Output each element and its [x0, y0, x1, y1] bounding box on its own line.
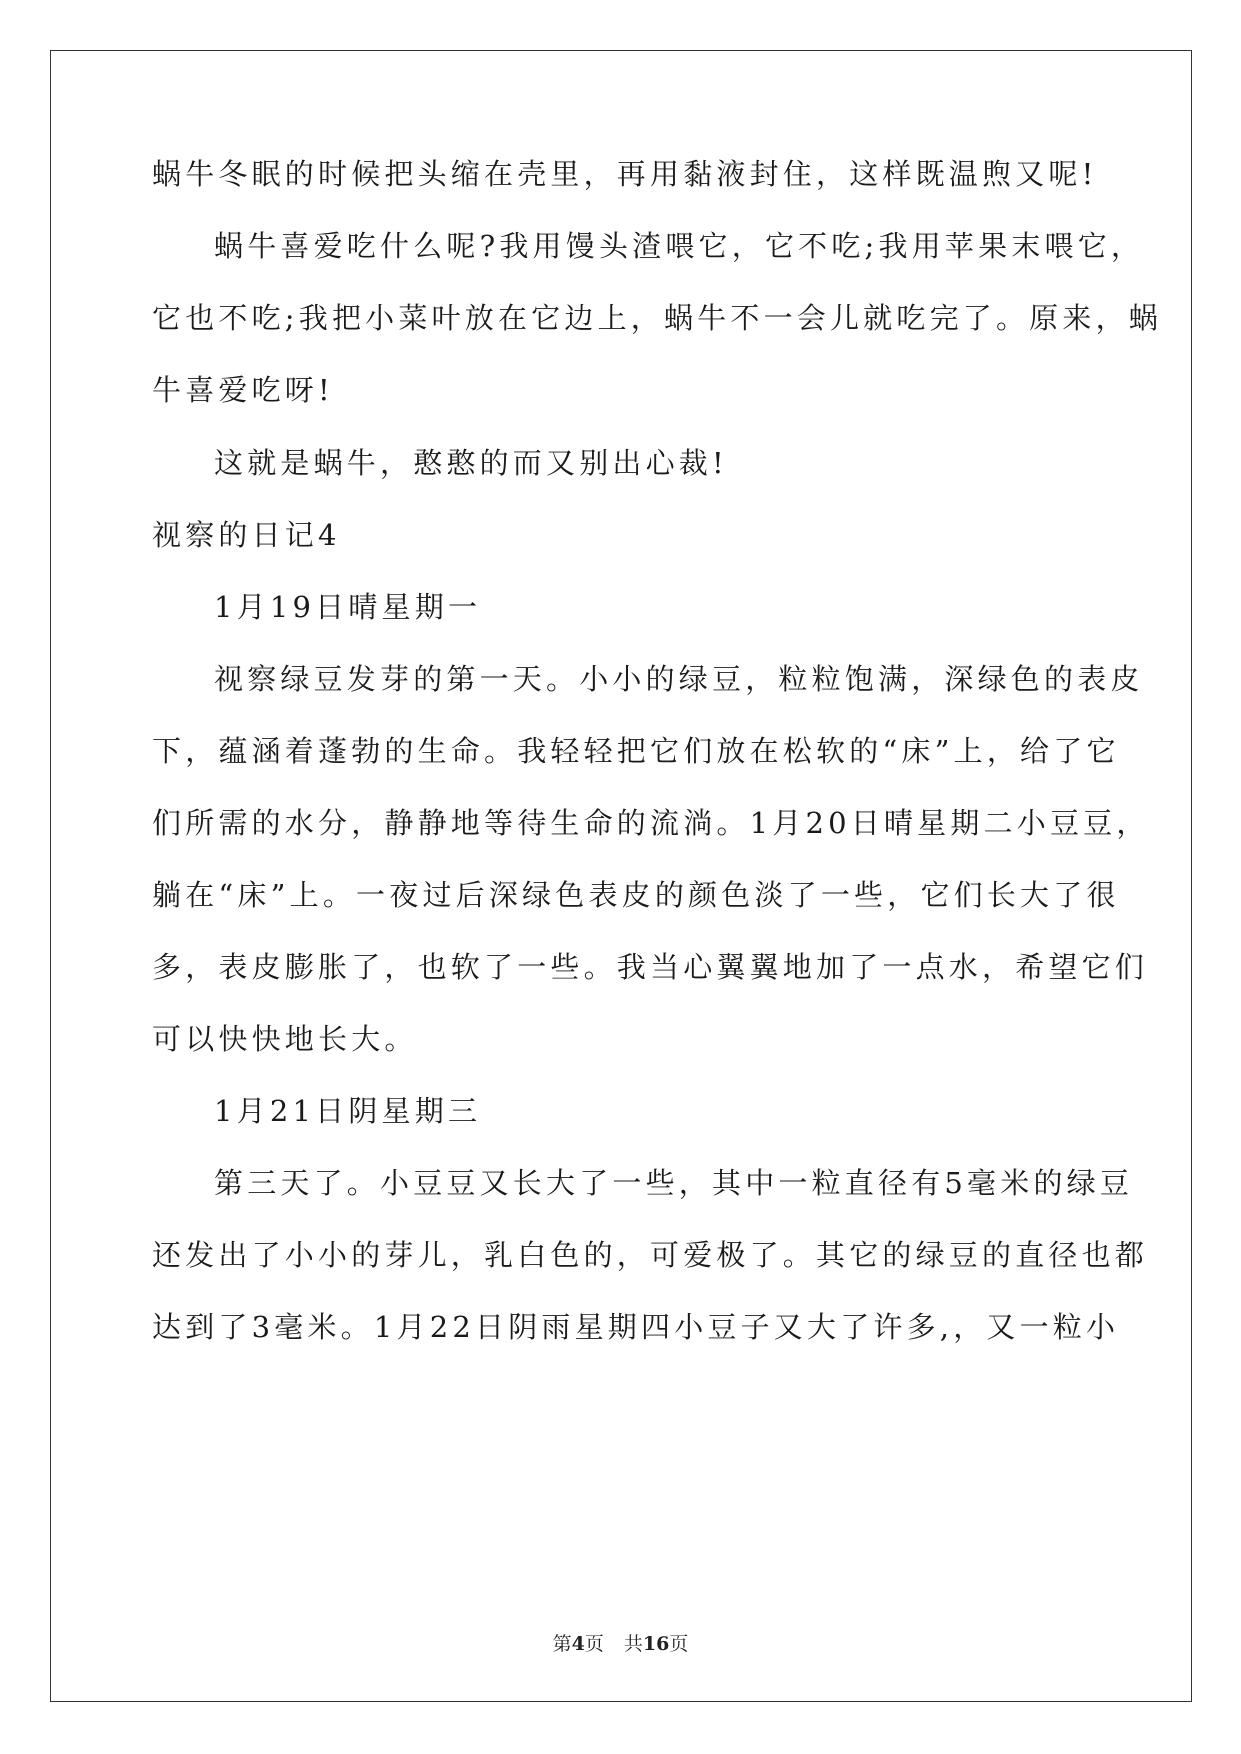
page-unit: 页 [584, 1633, 604, 1655]
diary-date: 1月21日阴星期三 [214, 1094, 482, 1128]
text-line: 它也不吃;我把小菜叶放在它边上，蜗牛不一会儿就吃完了。原来，蜗 [152, 301, 1162, 335]
text-line: 蜗牛冬眠的时候把头缩在壳里，再用黏液封住，这样既温煦又呢! [152, 157, 1098, 191]
text-line: 可以快快地长大。 [152, 1022, 418, 1056]
page-border [50, 50, 1192, 1702]
page-footer [0, 1635, 1241, 1654]
page-total: 16 [642, 1633, 670, 1655]
total-prefix: 共 [623, 1633, 643, 1655]
page-prefix: 第 [552, 1633, 572, 1655]
text-line: 蜗牛喜爱吃什么呢?我用馒头渣喂它，它不吃;我用苹果末喂它， [214, 229, 1145, 263]
text-line: 视察绿豆发芽的第一天。小小的绿豆，粒粒饱满，深绿色的表皮 [214, 662, 1144, 696]
text-line: 牛喜爱吃呀! [152, 373, 334, 407]
text-line: 第三天了。小豆豆又长大了一些，其中一粒直径有5毫米的绿豆 [214, 1166, 1134, 1200]
text-line: 下，蕴涵着蓬勃的生命。我轻轻把它们放在松软的“床”上，给了它 [152, 734, 1120, 768]
text-line: 还发出了小小的芽儿，乳白色的，可爱极了。其它的绿豆的直径也都 [152, 1238, 1149, 1272]
text-line: 多，表皮膨胀了，也软了一些。我当心翼翼地加了一点水，希望它们 [152, 950, 1149, 984]
text-line: 躺在“床”上。一夜过后深绿色表皮的颜色淡了一些，它们长大了很 [152, 878, 1120, 912]
total-unit: 页 [669, 1633, 689, 1655]
text-line: 们所需的水分，静静地等待生命的流淌。1月20日晴星期二小豆豆， [152, 806, 1150, 840]
diary-date: 1月19日晴星期一 [214, 590, 482, 624]
section-heading: 视察的日记4 [152, 518, 341, 552]
text-line: 这就是蜗牛，憨憨的而又别出心裁! [214, 446, 728, 480]
page-current: 4 [571, 1633, 585, 1655]
text-line: 达到了3毫米。1月22日阴雨星期四小豆子又大了许多,，又一粒小 [152, 1310, 1120, 1344]
